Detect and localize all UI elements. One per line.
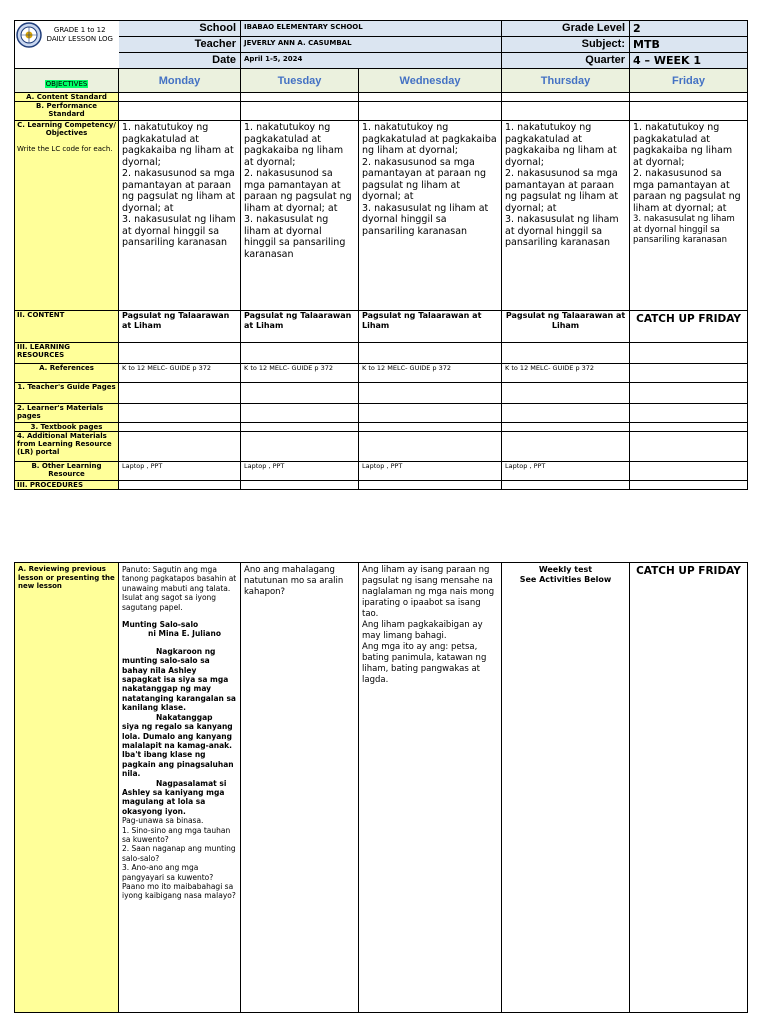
content-thursday: Pagsulat ng Talaarawan at Liham	[502, 311, 630, 343]
learning-competency-title: C. Learning Competency/ Objectives	[17, 121, 116, 137]
other-resources-wednesday: Laptop , PPT	[359, 462, 502, 481]
subject-label: Subject:	[502, 37, 630, 53]
references-thursday: K to 12 MELC- GUIDE p 372	[502, 364, 630, 383]
other-resources-thursday: Laptop , PPT	[502, 462, 630, 481]
procedure-monday	[119, 563, 241, 1013]
teachers-guide-label: 1. Teacher's Guide Pages	[15, 383, 119, 404]
log-title-dll: DAILY LESSON LOG	[46, 35, 113, 43]
lc-code-note: Write the LC code for each.	[17, 145, 113, 153]
story-para-1-start: Nagkaroon ng	[156, 646, 216, 656]
references-wednesday: K to 12 MELC- GUIDE p 372	[359, 364, 502, 383]
content-label: II. CONTENT	[15, 311, 119, 343]
story-para-2	[122, 713, 237, 779]
teacher-label: Teacher	[119, 37, 241, 53]
references-monday: K to 12 MELC- GUIDE p 372	[119, 364, 241, 383]
story-para-3-start: Nagpasalamat si	[156, 778, 227, 788]
references-label: A. References	[15, 364, 119, 383]
procedures-label: III. PROCEDURES	[15, 481, 119, 490]
objectives-friday	[630, 121, 748, 311]
other-resources-monday: Laptop , PPT	[119, 462, 241, 481]
school-label: School	[119, 21, 241, 37]
deped-seal	[15, 21, 119, 69]
deped-seal-icon	[16, 22, 42, 48]
content-standard-label: A. Content Standard	[15, 93, 119, 102]
reviewing-lesson-label: A. Reviewing previous lesson or presenting the new lesson	[15, 563, 119, 1013]
procedures-table	[14, 562, 748, 1013]
grade-level-label: Grade Level	[502, 21, 630, 37]
other-resources-tuesday: Laptop , PPT	[241, 462, 359, 481]
references-tuesday: K to 12 MELC- GUIDE p 372	[241, 364, 359, 383]
learning-resources-label: III. LEARNING RESOURCES	[15, 343, 119, 364]
objectives-tuesday: 1. nakatutukoy ng pagkakatulad at pagkakaiba ng liham at dyornal; 2. nakasusunod sa mga pamantayan at paraan ng pagsulat ng liham at dyornal; at 3. nakasusulat ng liham at dyornal hinggil sa pansariling karanasan	[241, 121, 359, 311]
content-wednesday: Pagsulat ng Talaarawan at Liham	[359, 311, 502, 343]
procedure-thursday	[502, 563, 630, 1013]
log-title-grade: GRADE 1 to 12	[53, 26, 106, 34]
learning-competency-label	[15, 121, 119, 311]
procedure-friday: CATCH UP FRIDAY	[630, 563, 748, 1013]
see-activities-label: See Activities Below	[519, 575, 612, 584]
learners-materials-label: 2. Learner's Materials pages	[15, 404, 119, 423]
quarter-label: Quarter	[502, 53, 630, 69]
objectives-wednesday: 1. nakatutukoy ng pagkakatulad at pagkakaiba ng liham at dyornal; 2. nakasusunod sa mga pamantayan at paraan ng pagsulat ng liham at dyornal; at 3. nakasusulat ng liham at dyornal hinggil sa pansariling karanasan	[359, 121, 502, 311]
procedure-wednesday: Ang liham ay isang paraan ng pagsulat ng isang mensahe na naglalaman ng mga nais mong iparating o ipaabot sa isang tao. Ang liham pagkakaibigan ay may limang bahagi. Ang mga ito ay ang: petsa, bating panimula, katawan ng liham, bating pangwakas at lagda.	[359, 563, 502, 1013]
additional-materials-label: 4. Additional Materials from Learning Resource (LR) portal	[15, 432, 119, 462]
content-monday: Pagsulat ng Talaarawan at Liham	[119, 311, 241, 343]
teacher-value: JEVERLY ANN A. CASUMBAL	[241, 37, 502, 53]
day-monday: Monday	[119, 69, 241, 93]
comprehension-questions: Pag-unawa sa binasa. 1. Sino-sino ang mga tauhan sa kuwento? 2. Saan naganap ang munting salo-salo? 3. Ano-ano ang mga pangyayari sa kuwento? Paano mo ito maibabahagi sa iyong kaibigang nasa malayo?	[122, 816, 236, 901]
performance-standard-label: B. Performance Standard	[15, 102, 119, 121]
content-friday: CATCH UP FRIDAY	[630, 311, 748, 343]
other-resources-label: B. Other Learning Resource	[15, 462, 119, 481]
day-wednesday: Wednesday	[359, 69, 502, 93]
story-title	[122, 620, 237, 629]
story-para-2-rest: siya ng regalo sa kanyang lola. Dumalo ang kanyang malalapit na kamag-anak. Iba't ibang klase ng pagkain ang pinagsaluhan nila.	[122, 722, 234, 779]
story-para-2-start: Nakatanggap	[156, 712, 213, 722]
objectives-label: OBJECTIVES	[45, 80, 88, 88]
procedure-tuesday: Ano ang mahalagang natutunan mo sa aralin kahapon?	[241, 563, 359, 1013]
subject-value: MTB	[630, 37, 748, 53]
objectives-thursday: 1. nakatutukoy ng pagkakatulad at pagkakaiba ng liham at dyornal; 2. nakasusunod sa mga pamantayan at paraan ng pagsulat ng liham at dyornal; at 3. nakasusulat ng liham at dyornal hinggil sa pansariling karanasan	[502, 121, 630, 311]
weekly-test-label: Weekly test	[538, 565, 593, 574]
story-author: ni Mina E. Juliano	[148, 629, 221, 639]
lesson-log-table	[14, 20, 748, 490]
content-tuesday: Pagsulat ng Talaarawan at Liham	[241, 311, 359, 343]
objectives-friday-part1: 1. nakatutukoy ng pagkakatulad at pagkakaiba ng liham at dyornal; 2. nakasusunod sa mga pamantayan at paraan ng pagsulat ng liham at dyornal; at	[633, 122, 741, 214]
story-para-3	[122, 779, 237, 817]
date-value: April 1-5, 2024	[241, 53, 502, 69]
story-para-1-rest: munting salo-salo sa bahay nila Ashley sapagkat isa siya sa mga nakatanggap ng may natatanging karangalan sa kanilang klase.	[122, 656, 236, 713]
date-label: Date	[119, 53, 241, 69]
grade-level-value: 2	[630, 21, 748, 37]
story-title-text: Munting Salo-salo	[122, 620, 199, 630]
objectives-header	[15, 69, 119, 93]
textbook-label: 3. Textbook pages	[15, 423, 119, 432]
quarter-value: 4 – WEEK 1	[630, 53, 748, 69]
day-tuesday: Tuesday	[241, 69, 359, 93]
monday-instructions: Panuto: Sagutin ang mga tanong pagkatapos basahin at unawaing mabuti ang talata. Isulat ang sagot sa iyong sagutang papel.	[122, 565, 237, 612]
day-thursday: Thursday	[502, 69, 630, 93]
story-para-1	[122, 647, 237, 713]
day-friday: Friday	[630, 69, 748, 93]
school-value: IBABAO ELEMENTARY SCHOOL	[241, 21, 502, 37]
story-para-3-rest: Ashley sa kaniyang mga magulang at lola sa okasyong iyon.	[122, 787, 225, 816]
objectives-monday: 1. nakatutukoy ng pagkakatulad at pagkakaiba ng liham at dyornal; 2. nakasusunod sa mga pamantayan at paraan ng pagsulat ng liham at dyornal; at 3. nakasusulat ng liham at dyornal hinggil sa pansariling karanasan	[119, 121, 241, 311]
objectives-friday-part2: 3. nakasusulat ng liham at dyornal hinggil sa pansariling karanasan	[633, 214, 735, 245]
